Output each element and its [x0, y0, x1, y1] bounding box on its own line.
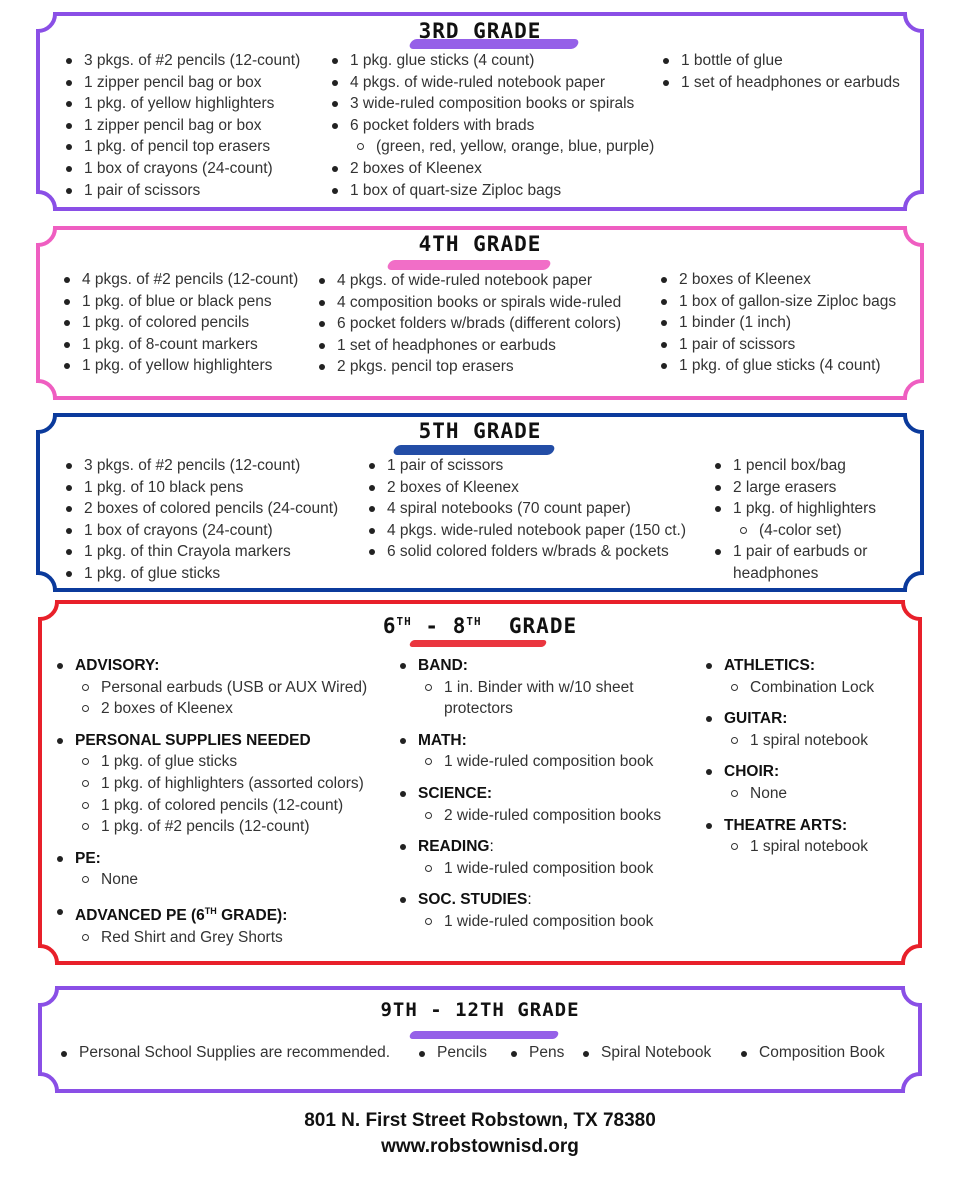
list-item: 4 pkgs. of wide-ruled notebook paper [317, 270, 621, 292]
grade68-col1 [55, 655, 367, 948]
guitar-heading: GUITAR: [704, 708, 874, 730]
grade4-panel [0, 226, 960, 401]
list-item: 1 box of quart-size Ziploc bags [330, 180, 654, 202]
list-subitem: 1 wide-ruled composition book [398, 911, 661, 933]
list-item: 1 set of headphones or earbuds [317, 335, 621, 357]
list-item-continuation: headphones [733, 564, 819, 582]
list-subitem: Personal earbuds (USB or AUX Wired) [55, 677, 367, 699]
grade4-title: 4TH GRADE [418, 232, 542, 256]
list-item: 3 pkgs. of #2 pencils (12-count) [64, 50, 300, 72]
list-subitem: 1 wide-ruled composition book [398, 751, 661, 773]
math-heading: MATH: [398, 730, 661, 752]
list-subitem: 1 wide-ruled composition book [398, 858, 661, 880]
reading-heading: READING: [398, 836, 661, 858]
list-item: 1 pkg. of 10 black pens [64, 477, 338, 499]
science-heading: SCIENCE: [398, 783, 661, 805]
list-subitem: Combination Lock [704, 677, 874, 699]
list-item: 1 box of crayons (24-count) [64, 158, 300, 180]
grade4-col1 [62, 269, 298, 377]
list-item: 1 pkg. of yellow highlighters [62, 355, 298, 377]
list-subitem: None [55, 869, 367, 891]
list-item: 1 pkg. of thin Crayola markers [64, 541, 338, 563]
grade5-col2 [367, 455, 686, 563]
list-subitem: 2 wide-ruled composition books [398, 805, 661, 827]
list-item: 1 pkg. of colored pencils [62, 312, 298, 334]
grade5-title: 5TH GRADE [418, 419, 542, 443]
footer-address: 801 N. First Street Robstown, TX 78380 [304, 1110, 656, 1131]
grade4-col3 [659, 269, 896, 377]
list-item: 1 pkg. of 8-count markers [62, 334, 298, 356]
personal-supplies-heading: PERSONAL SUPPLIES NEEDED [55, 730, 367, 752]
grade5-title-brush [392, 445, 556, 455]
list-subitem: 1 pkg. of glue sticks [55, 751, 367, 773]
list-item: 4 pkgs. of wide-ruled notebook paper [330, 72, 654, 94]
list-item: 6 pocket folders w/brads (different colors) [317, 313, 621, 335]
grade912-title: 9TH - 12TH GRADE [380, 999, 580, 1021]
list-item: 2 boxes of Kleenex [367, 477, 686, 499]
athletics-heading: ATHLETICS: [704, 655, 874, 677]
list-item: 1 pair of scissors [659, 334, 896, 356]
list-item: 1 pkg. of glue sticks [64, 563, 338, 585]
list-item: 1 pkg. of yellow highlighters [64, 93, 300, 115]
list-subitem: (4-color set) [713, 520, 876, 542]
list-item: Personal School Supplies are recommended. [59, 1044, 390, 1062]
list-item: 4 pkgs. wide-ruled notebook paper (150 ct.) [367, 520, 686, 542]
grade912-title-brush [409, 1031, 560, 1039]
list-subitem: 1 spiral notebook [704, 730, 874, 752]
list-item: 1 zipper pencil bag or box [64, 72, 300, 94]
list-item: 1 pencil box/bag [713, 455, 876, 477]
grade3-col2 [330, 50, 654, 201]
grade68-title: 6TH - 8TH GRADE [382, 614, 578, 638]
grade4-col2 [317, 270, 621, 378]
list-item: Composition Book [739, 1044, 885, 1062]
list-subitem: 1 pkg. of highlighters (assorted colors) [55, 773, 367, 795]
list-item: Pencils [417, 1044, 487, 1062]
list-subitem: None [704, 783, 874, 805]
footer-website: www.robstownisd.org [381, 1136, 579, 1157]
advanced-pe-heading: ADVANCED PE (6TH GRADE): [55, 901, 367, 927]
choir-heading: CHOIR: [704, 761, 874, 783]
list-subitem-continuation: protectors [444, 700, 513, 718]
list-item: Spiral Notebook [581, 1044, 711, 1062]
grade5-panel [0, 413, 960, 593]
list-subitem: 1 pkg. of colored pencils (12-count) [55, 795, 367, 817]
grade3-col3 [661, 50, 900, 93]
grade3-title: 3RD GRADE [418, 19, 542, 43]
list-item: 6 solid colored folders w/brads & pockets [367, 541, 686, 563]
list-item: 1 pair of earbuds or [713, 541, 876, 563]
soc-studies-heading: SOC. STUDIES: [398, 889, 661, 911]
grade5-col1 [64, 455, 338, 585]
list-item: 1 pkg. of pencil top erasers [64, 136, 300, 158]
grade912-panel [0, 986, 960, 1094]
list-item: 1 box of crayons (24-count) [64, 520, 338, 542]
list-item: 1 pair of scissors [367, 455, 686, 477]
list-item: 1 pkg. glue sticks (4 count) [330, 50, 654, 72]
list-subitem: Red Shirt and Grey Shorts [55, 927, 367, 949]
list-subitem: 1 pkg. of #2 pencils (12-count) [55, 816, 367, 838]
list-subitem: (green, red, yellow, orange, blue, purple) [330, 136, 654, 158]
list-item: 2 boxes of Kleenex [330, 158, 654, 180]
list-item: 3 pkgs. of #2 pencils (12-count) [64, 455, 338, 477]
grade3-panel [0, 12, 960, 212]
band-heading: BAND: [398, 655, 661, 677]
list-item: 3 wide-ruled composition books or spirals [330, 93, 654, 115]
list-item: 4 spiral notebooks (70 count paper) [367, 498, 686, 520]
grade912-items [0, 1044, 960, 1068]
list-item: 2 pkgs. pencil top erasers [317, 356, 621, 378]
list-item: 1 pkg. of highlighters [713, 498, 876, 520]
list-item: 1 set of headphones or earbuds [661, 72, 900, 94]
list-item: 1 zipper pencil bag or box [64, 115, 300, 137]
list-item: 2 large erasers [713, 477, 876, 499]
grade68-col2 [398, 655, 661, 933]
list-item: 1 box of gallon-size Ziploc bags [659, 291, 896, 313]
list-subitem: 1 in. Binder with w/10 sheet [398, 677, 661, 699]
list-item: 4 composition books or spirals wide-ruled [317, 292, 621, 314]
list-item: 1 pair of scissors [64, 180, 300, 202]
theatre-arts-heading: THEATRE ARTS: [704, 815, 874, 837]
list-item: 1 binder (1 inch) [659, 312, 896, 334]
list-item: 1 pkg. of glue sticks (4 count) [659, 355, 896, 377]
grade68-panel [0, 600, 960, 966]
list-item: 1 bottle of glue [661, 50, 900, 72]
list-subitem: 2 boxes of Kleenex [55, 698, 367, 720]
list-item: 2 boxes of colored pencils (24-count) [64, 498, 338, 520]
list-item: Pens [509, 1044, 564, 1062]
pe-heading: PE: [55, 848, 367, 870]
list-item: 6 pocket folders with brads [330, 115, 654, 137]
advisory-heading: ADVISORY: [55, 655, 367, 677]
grade3-col1 [64, 50, 300, 201]
list-item: 2 boxes of Kleenex [659, 269, 896, 291]
list-item: 4 pkgs. of #2 pencils (12-count) [62, 269, 298, 291]
grade5-col3 [713, 455, 876, 585]
list-subitem: 1 spiral notebook [704, 836, 874, 858]
list-item: 1 pkg. of blue or black pens [62, 291, 298, 313]
grade68-col3 [704, 655, 874, 858]
grade68-title-brush [409, 640, 548, 647]
grade4-title-brush [386, 260, 552, 270]
